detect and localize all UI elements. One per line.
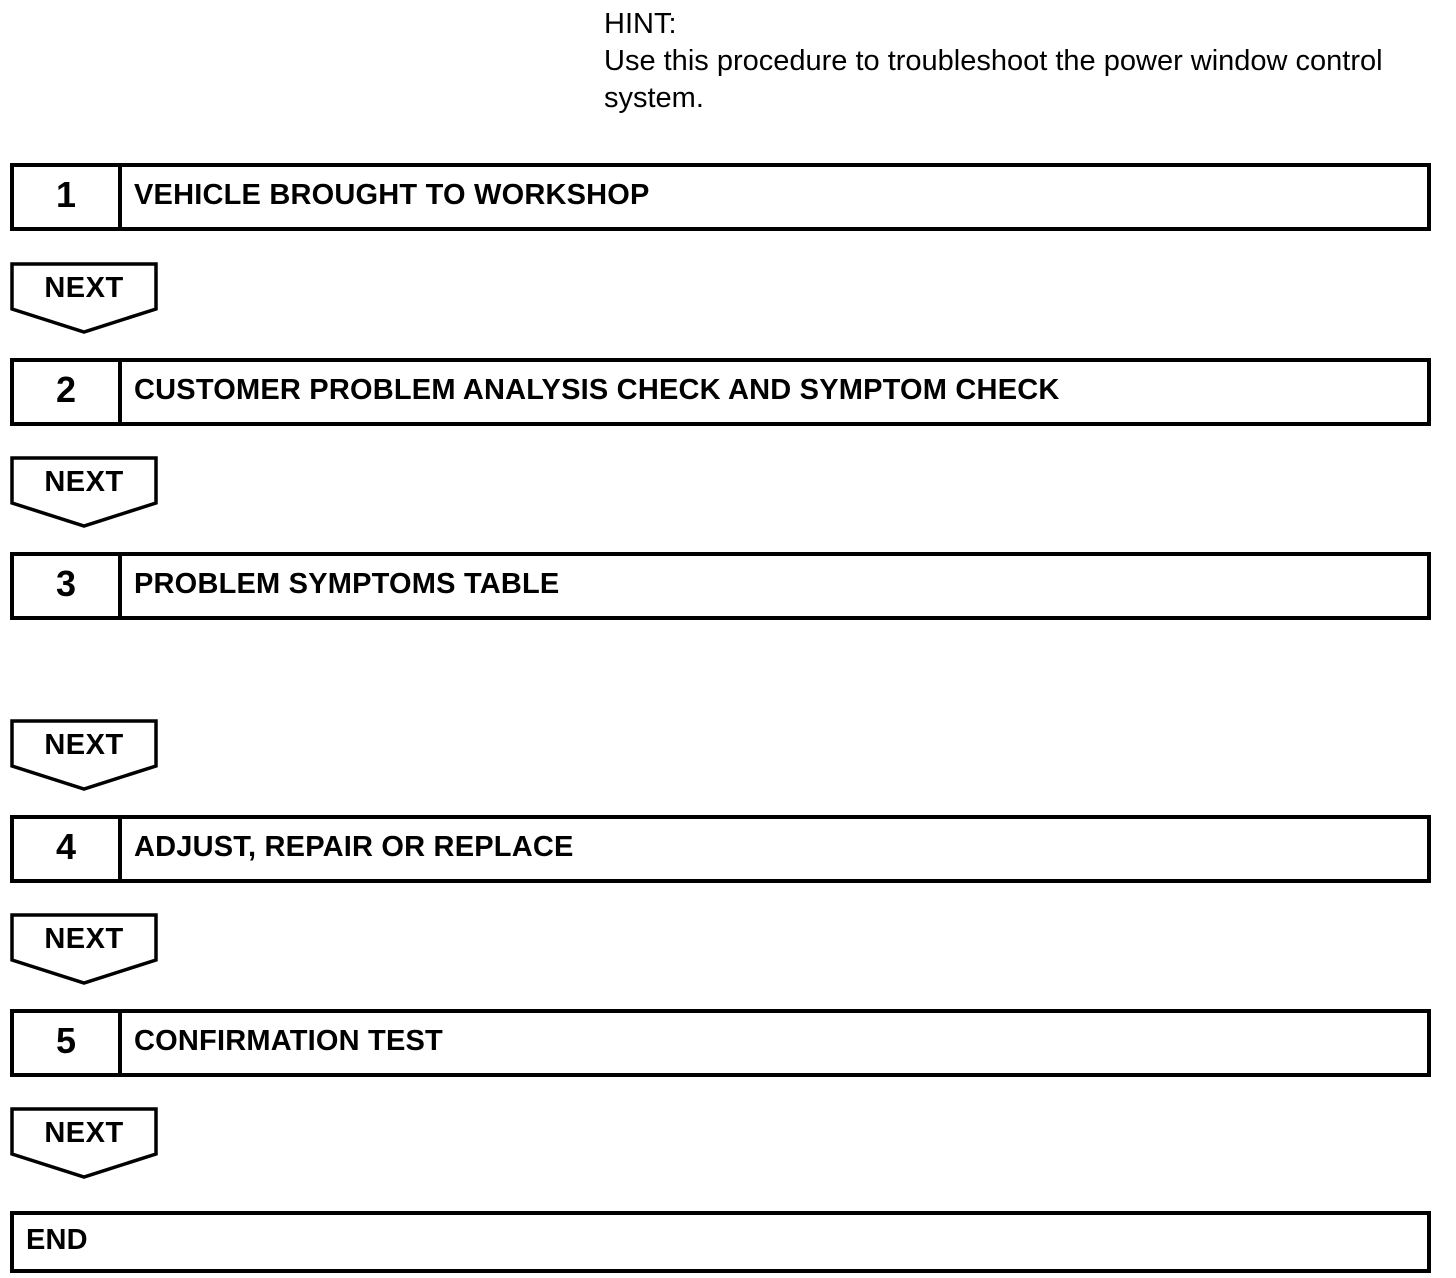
step-number: 2 <box>14 362 122 422</box>
step-number: 5 <box>14 1013 122 1073</box>
step-title: ADJUST, REPAIR OR REPLACE <box>134 830 574 863</box>
hint-block <box>604 6 1444 117</box>
step-4-box <box>10 815 1431 883</box>
next-label: NEXT <box>44 1117 124 1149</box>
next-label: NEXT <box>44 272 124 304</box>
step-title: CUSTOMER PROBLEM ANALYSIS CHECK AND SYMPTOM CHECK <box>134 373 1060 406</box>
step-number: 1 <box>14 167 122 227</box>
step-title: VEHICLE BROUGHT TO WORKSHOP <box>134 178 650 211</box>
next-arrow-3 <box>10 719 158 791</box>
step-title: CONFIRMATION TEST <box>134 1024 443 1057</box>
step-title: PROBLEM SYMPTOMS TABLE <box>134 567 560 600</box>
hint-text-line-1: Use this procedure to troubleshoot the power window control <box>604 45 1383 77</box>
step-1-box <box>10 163 1431 231</box>
step-5-box <box>10 1009 1431 1077</box>
next-arrow-4 <box>10 913 158 985</box>
hint-text-line-2: system. <box>604 82 704 114</box>
next-label: NEXT <box>44 729 124 761</box>
step-number: 4 <box>14 819 122 879</box>
step-number: 3 <box>14 556 122 616</box>
step-2-box <box>10 358 1431 426</box>
end-label: END <box>26 1223 88 1256</box>
next-arrow-5 <box>10 1107 158 1179</box>
hint-label: HINT: <box>604 8 677 40</box>
next-arrow-1 <box>10 262 158 334</box>
next-label: NEXT <box>44 923 124 955</box>
step-3-box <box>10 552 1431 620</box>
next-arrow-2 <box>10 456 158 528</box>
next-label: NEXT <box>44 466 124 498</box>
end-box <box>10 1211 1431 1273</box>
